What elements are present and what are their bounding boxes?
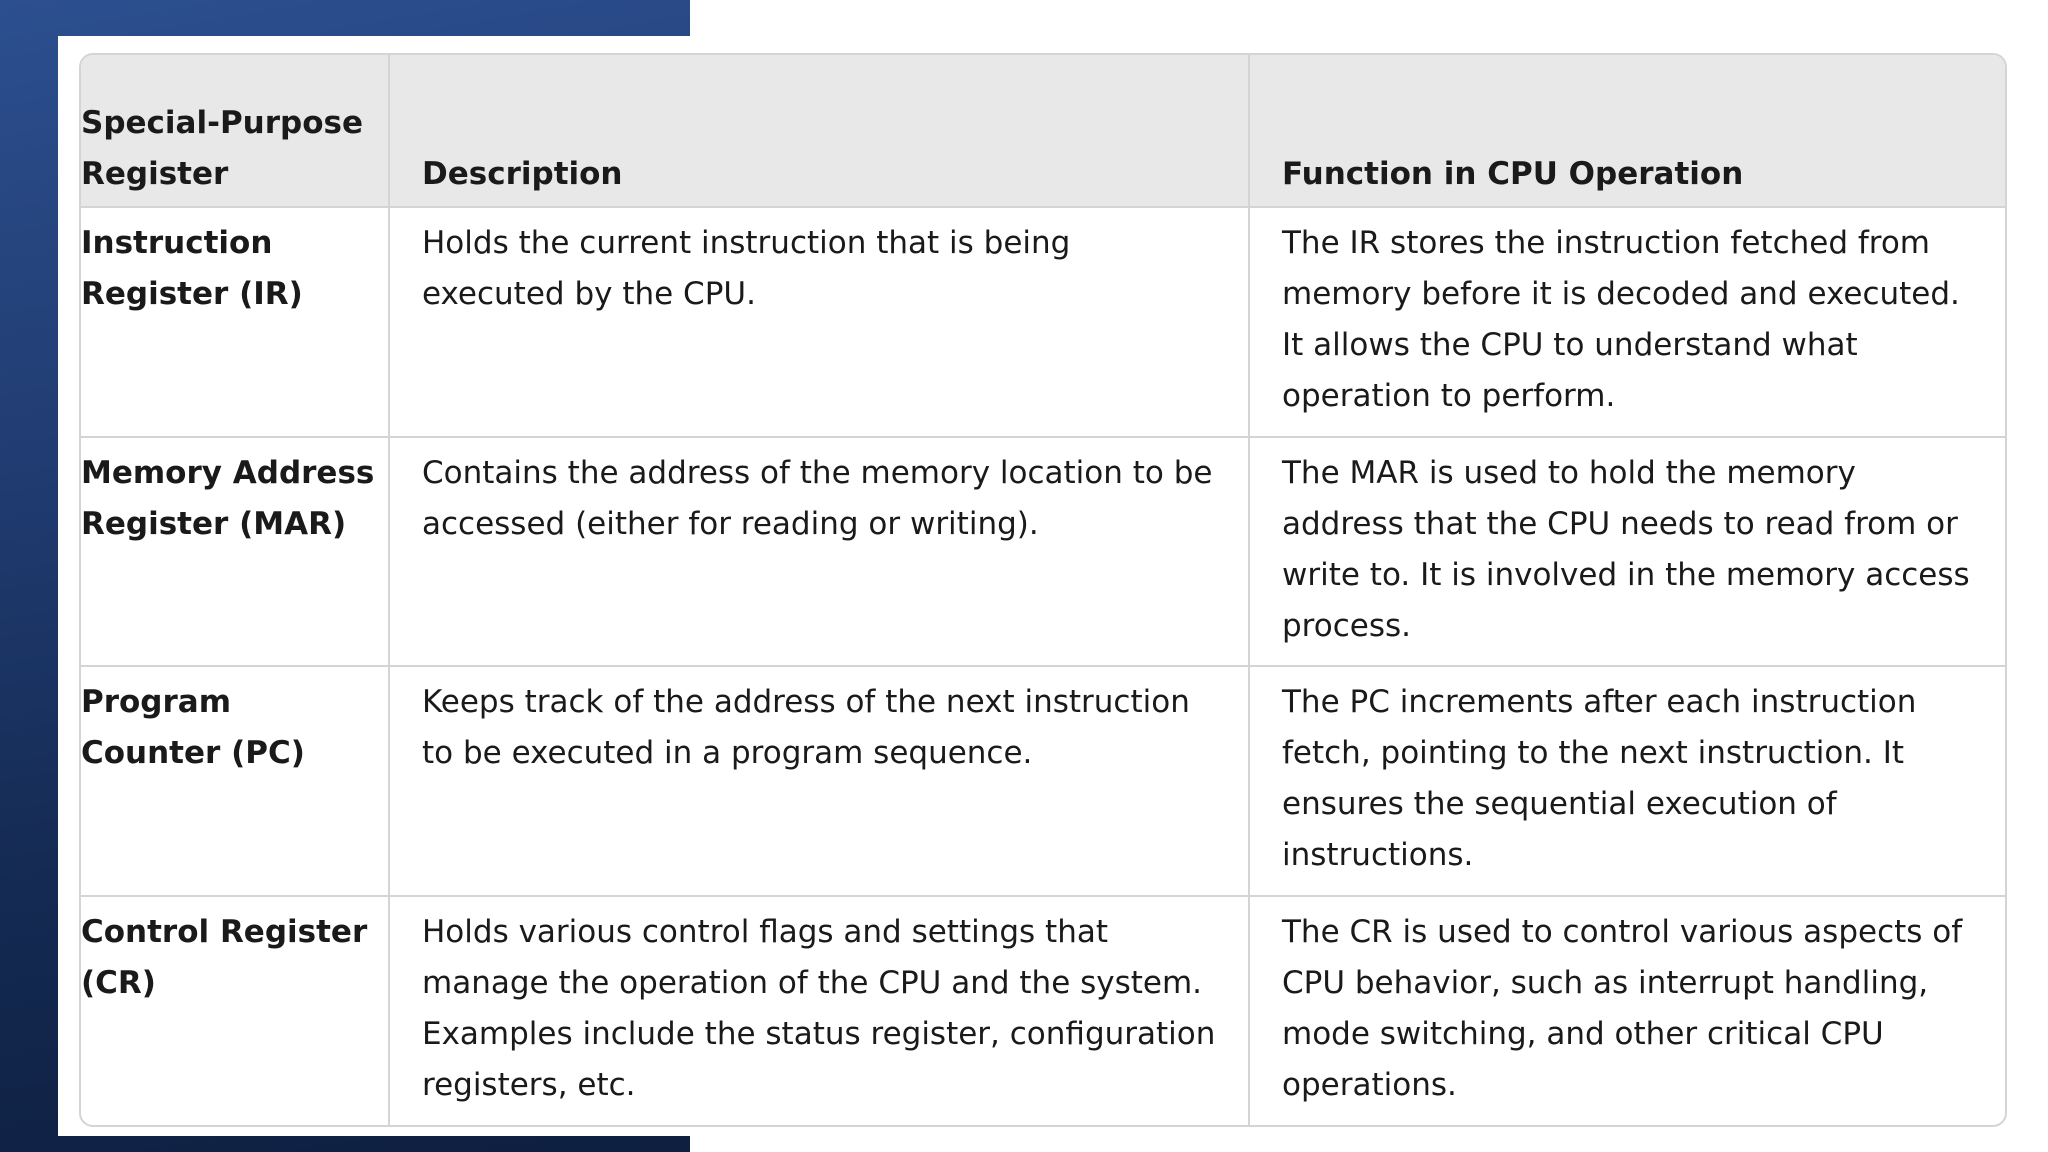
register-name-cell: Memory Address Register (MAR): [81, 437, 389, 667]
description-cell: Holds various control flags and settings that manage the operation of the CPU and the system. Examples include the status register, configuration registers, etc.: [389, 896, 1249, 1126]
header-function: Function in CPU Operation: [1249, 55, 2005, 207]
description-cell: Contains the address of the memory location to be accessed (either for reading or writing).: [389, 437, 1249, 667]
register-name-cell: Program Counter (PC): [81, 666, 389, 896]
register-name-cell: Control Register (CR): [81, 896, 389, 1126]
table-row: [81, 896, 2005, 1126]
function-cell: The PC increments after each instruction fetch, pointing to the next instruction. It ensures the sequential execution of instructions.: [1249, 666, 2005, 896]
table-row: [81, 437, 2005, 667]
description-cell: Holds the current instruction that is being executed by the CPU.: [389, 207, 1249, 437]
header-register: Special-Purpose Register: [81, 55, 389, 207]
description-cell: Keeps track of the address of the next instruction to be executed in a program sequence.: [389, 666, 1249, 896]
table-header-row: [81, 55, 2005, 207]
function-cell: The CR is used to control various aspects of CPU behavior, such as interrupt handling, mode switching, and other critical CPU operations.: [1282, 913, 1963, 1103]
registers-table: [81, 55, 2005, 1125]
function-cell: The IR stores the instruction fetched from memory before it is decoded and executed. It allows the CPU to understand what operation to perform.: [1249, 207, 2005, 437]
table-row: [81, 666, 2005, 896]
header-description: Description: [389, 55, 1249, 207]
table-row: [81, 207, 2005, 437]
function-cell: The MAR is used to hold the memory address that the CPU needs to read from or write to. It is involved in the memory access process.: [1249, 437, 2005, 667]
registers-table-container: [79, 53, 2007, 1127]
register-name-cell: Instruction Register (IR): [81, 207, 389, 437]
